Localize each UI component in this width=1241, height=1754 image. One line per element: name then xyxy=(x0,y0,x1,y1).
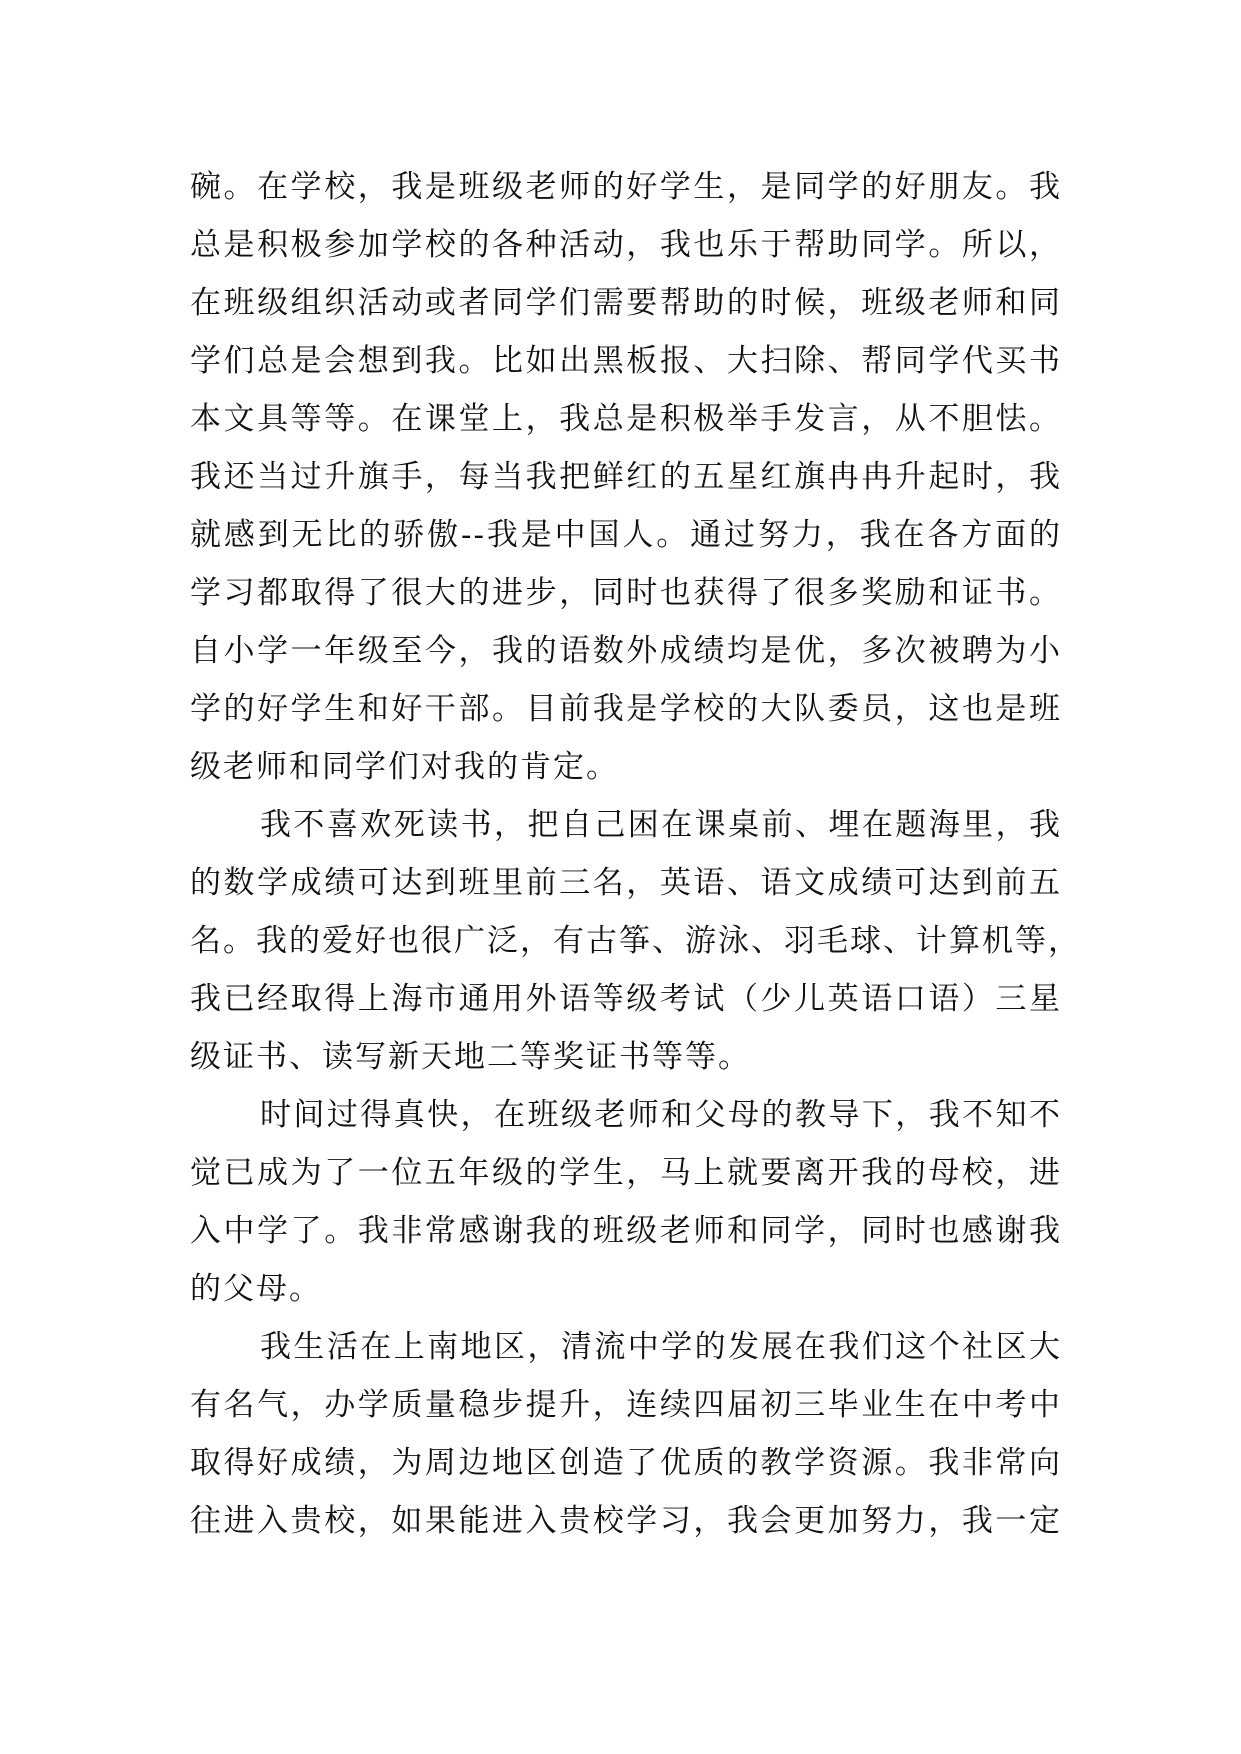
text-line: 名。我的爱好也很广泛，有古筝、游泳、羽毛球、计算机等， xyxy=(190,923,1081,959)
text-line: 自小学一年级至今，我的语数外成绩均是优，多次被聘为小 xyxy=(190,633,1062,669)
text-line: 级证书、读写新天地二等奖证书等等。 xyxy=(190,1039,751,1075)
text-line: 碗。在学校，我是班级老师的好学生，是同学的好朋友。我 xyxy=(190,169,1062,205)
text-line: 的父母。 xyxy=(190,1271,322,1307)
text-line: 的数学成绩可达到班里前三名，英语、语文成绩可达到前五 xyxy=(190,865,1062,901)
paragraph-start-line: 时间过得真快，在班级老师和父母的教导下，我不知不 xyxy=(260,1097,1062,1133)
paragraph-start-line: 我不喜欢死读书，把自己困在课桌前、埋在题海里，我 xyxy=(260,807,1062,843)
text-line: 本文具等等。在课堂上，我总是积极举手发言，从不胆怯。 xyxy=(190,401,1062,437)
text-line: 总是积极参加学校的各种活动，我也乐于帮助同学。所以， xyxy=(190,227,1062,263)
text-line: 入中学了。我非常感谢我的班级老师和同学，同时也感谢我 xyxy=(190,1213,1062,1249)
text-line: 我还当过升旗手，每当我把鲜红的五星红旗冉冉升起时，我 xyxy=(190,459,1062,495)
text-line: 有名气，办学质量稳步提升，连续四届初三毕业生在中考中 xyxy=(190,1387,1062,1423)
text-line: 往进入贵校，如果能进入贵校学习，我会更加努力，我一定 xyxy=(190,1503,1062,1539)
text-line: 学们总是会想到我。比如出黑板报、大扫除、帮同学代买书 xyxy=(190,343,1062,379)
text-line: 就感到无比的骄傲--我是中国人。通过努力，我在各方面的 xyxy=(190,517,1062,553)
text-line: 学的好学生和好干部。目前我是学校的大队委员，这也是班 xyxy=(190,691,1062,727)
text-line: 我已经取得上海市通用外语等级考试（少儿英语口语）三星 xyxy=(190,981,1062,1017)
text-line: 取得好成绩，为周边地区创造了优质的教学资源。我非常向 xyxy=(190,1445,1062,1481)
body-text xyxy=(190,158,1081,1550)
paragraph-start-line: 我生活在上南地区，清流中学的发展在我们这个社区大 xyxy=(260,1329,1062,1365)
text-line: 学习都取得了很大的进步，同时也获得了很多奖励和证书。 xyxy=(190,575,1062,611)
text-line: 在班级组织活动或者同学们需要帮助的时候，班级老师和同 xyxy=(190,285,1062,321)
text-line: 觉已成为了一位五年级的学生，马上就要离开我的母校，进 xyxy=(190,1155,1062,1191)
text-line: 级老师和同学们对我的肯定。 xyxy=(190,749,619,785)
